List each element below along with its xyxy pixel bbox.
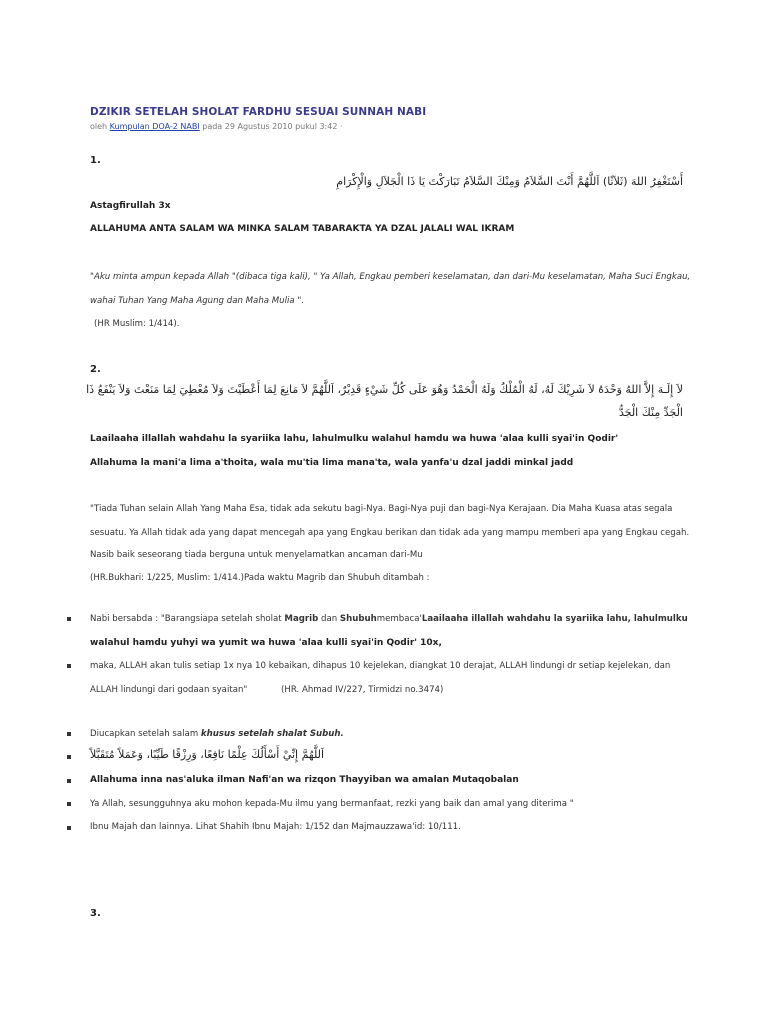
bullet-dan: dan — [318, 614, 340, 624]
bullet-marker — [67, 826, 71, 830]
section-1-latin-1: Astagfirullah 3x — [90, 201, 171, 211]
bullet-subuh-latin: Allahuma inna nas'aluka ilman Nafi'an wa rizqon Thayyiban wa amalan Mutaqobalan — [90, 775, 519, 785]
bullet-dzikir-bold: Laailaaha illallah wahdahu la syariika lahu, lahulmulku — [421, 614, 688, 624]
bullet-marker — [67, 802, 71, 806]
bullet-subuh-note — [90, 729, 344, 739]
bullet-marker — [67, 755, 71, 759]
section-1-latin-2: ALLAHUMA ANTA SALAM WA MINKA SALAM TABARAKTA YA DZAL JALALI WAL IKRAM — [90, 224, 515, 234]
bullet-nabi-bersabda — [90, 614, 688, 624]
bullet-membaca: membaca' — [376, 614, 422, 624]
bullet-magrib: Magrib — [284, 614, 319, 624]
bullet-text-pre: Nabi bersabda : "Barangsiapa setelah sholat — [90, 614, 285, 624]
section-2-arabic-2: الْجَدِّ مِنْكَ الْجَدُّ — [618, 406, 683, 419]
section-1-number: 1. — [90, 155, 101, 166]
meta-prefix: oleh — [90, 122, 108, 131]
bullet-reward-ref: (HR. Ahmad IV/227, Tirmidzi no.3474) — [281, 685, 444, 695]
section-2-reference: (HR.Bukhari: 1/225, Muslim: 1/414.)Pada waktu Magrib dan Shubuh ditambah : — [90, 573, 430, 583]
bullet-subuh-arabic: اَللَّهُمَّ إِنِّيْ أَسْأَلُكَ عِلْمًا نَافِعًا، وَرِزْقًا طَيِّبًا، وَعَمَلاً مُتَقَبَّلاً — [90, 748, 325, 761]
bullet-subuh-pre: Diucapkan setelah salam — [90, 729, 201, 739]
section-1-translation-1: "Aku minta ampun kepada Allah "(dibaca tiga kali), " Ya Allah, Engkau pemberi keselamatan, dan dari-Mu keselamatan, Maha Suci Engkau, — [90, 272, 691, 282]
bullet-shubuh: Shubuh — [339, 614, 377, 624]
section-2-arabic-1: لاَ إِلَـهَ إِلاَّ اللهُ وَحْدَهُ لاَ شَرِيْكَ لَهُ، لَهُ الْمُلْكُ وَلَهُ الْحَمْدُ وَهُوَ عَلَى كُلِّ شَيْءٍ قَدِيْرٌ، اَللَّهُمَّ لاَ مَانِعَ لِمَا أَعْطَيْتَ وَلاَ مُعْطِيَ لِمَا مَنَعْتَ وَلاَ يَنْفَعُ ذَا — [86, 383, 683, 396]
post-meta — [90, 122, 343, 131]
section-2-translation-3: Nasib baik seseorang tiada berguna untuk menyelamatkan ancaman dari-Mu — [90, 550, 423, 560]
bullet-marker — [67, 732, 71, 736]
section-1-reference: (HR Muslim: 1/414). — [94, 319, 180, 329]
bullet-reward-1: maka, ALLAH akan tulis setiap 1x nya 10 kebaikan, dihapus 10 kejelekan, diangkat 10 derajat, ALLAH lindungi dr setiap kejelekan, dan — [90, 661, 671, 671]
section-2-number: 2. — [90, 364, 101, 375]
section-3-number: 3. — [90, 908, 101, 919]
post-title: DZIKIR SETELAH SHOLAT FARDHU SESUAI SUNNAH NABI — [90, 106, 427, 118]
section-2-latin-2: Allahuma la mani'a lima a'thoita, wala mu'tia lima mana'ta, wala yanfa'u dzal jaddi minkal jadd — [90, 458, 574, 468]
bullet-dzikir-bold-2: walahul hamdu yuhyi wa yumit wa huwa 'alaa kulli syai'in Qodir' 10x, — [90, 638, 442, 648]
author-link[interactable]: Kumpulan DOA-2 NABI — [109, 122, 200, 131]
section-1-translation-2: wahai Tuhan Yang Maha Agung dan Maha Mulia ". — [90, 296, 305, 306]
bullet-marker — [67, 664, 71, 668]
bullet-subuh-translation: Ya Allah, sesungguhnya aku mohon kepada-Mu ilmu yang bermanfaat, rezki yang baik dan amal yang diterima " — [90, 799, 574, 809]
section-2-translation-1: "Tiada Tuhan selain Allah Yang Maha Esa, tidak ada sekutu bagi-Nya. Bagi-Nya puji dan bagi-Nya Kerajaan. Dia Maha Kuasa atas segala — [90, 504, 673, 514]
section-2-translation-2: sesuatu. Ya Allah tidak ada yang dapat mencegah apa yang Engkau berikan dan tidak ada yang mampu memberi apa yang Engkau cegah. — [90, 528, 690, 538]
section-2-latin-1: Laailaaha illallah wahdahu la syariika lahu, lahulmulku walahul hamdu wa huwa 'alaa kulli syai'in Qodir' — [90, 434, 619, 444]
bullet-marker — [67, 779, 71, 783]
bullet-subuh-italic: khusus setelah shalat Subuh. — [200, 729, 344, 739]
meta-date: pada 29 Agustus 2010 pukul 3:42 · — [202, 122, 343, 131]
section-1-arabic: أَسْتَغْفِرُ اللهَ (ثَلاَثًا) اَللَّهُمَّ أَنْتَ السَّلاَمُ وَمِنْكَ السَّلاَمُ تَبَارَكْتَ يَا ذَا الْجَلاَلِ وَالْإِكْرَامِ — [336, 175, 683, 188]
bullet-reward-2: ALLAH lindungi dari godaan syaitan" — [90, 685, 248, 695]
bullet-subuh-reference: Ibnu Majah dan lainnya. Lihat Shahih Ibnu Majah: 1/152 dan Majmauzzawa'id: 10/111. — [90, 822, 461, 832]
bullet-marker — [67, 617, 71, 621]
